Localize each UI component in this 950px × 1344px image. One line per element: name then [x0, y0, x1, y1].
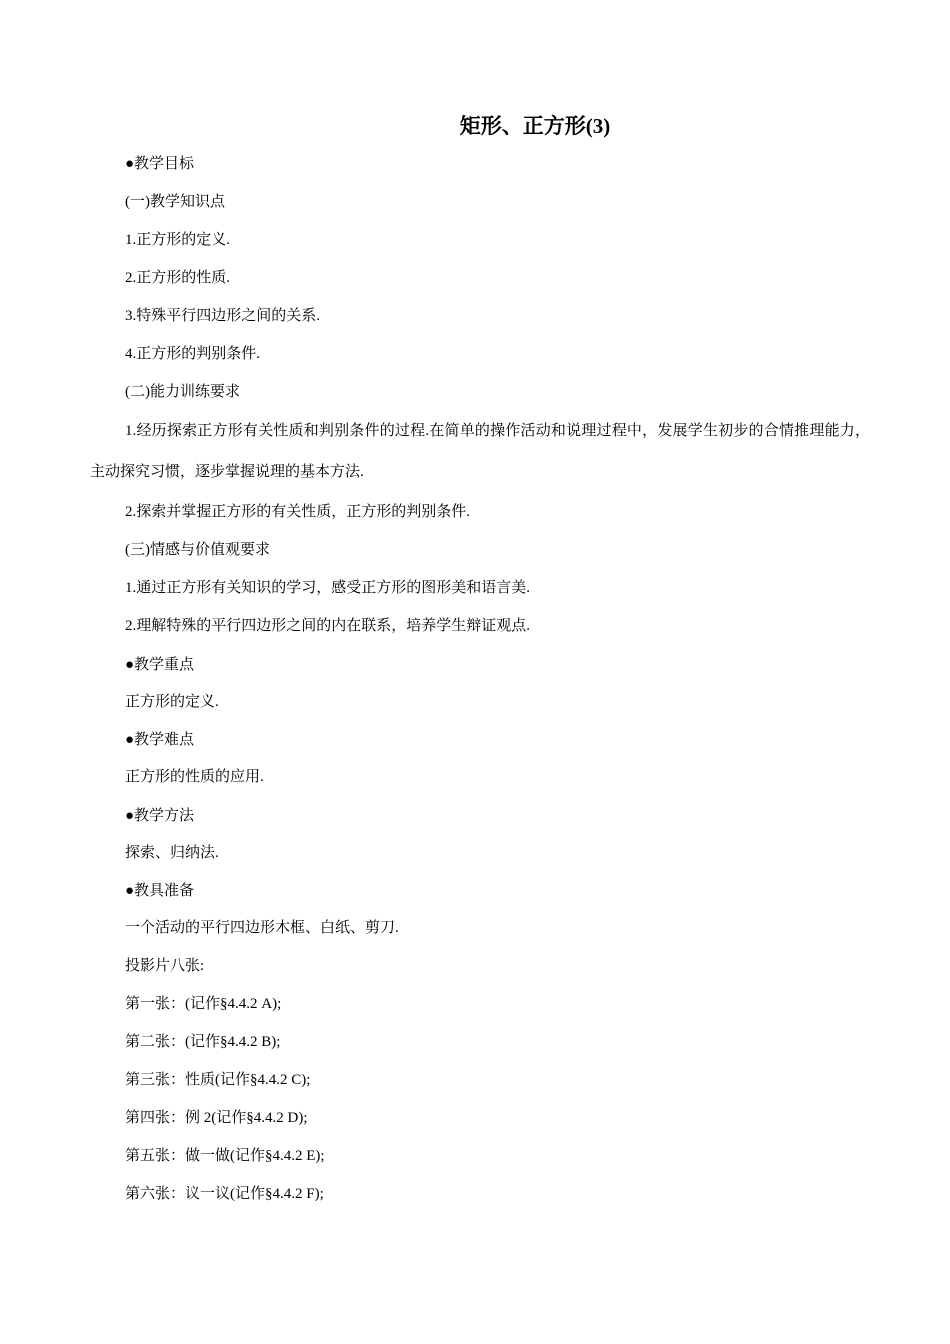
heading-teaching-aids: ●教具准备 [125, 883, 195, 899]
list-item: 第六张：议一议(记作§4.4.2 F); [125, 1186, 324, 1202]
list-item: 1.正方形的定义. [125, 232, 231, 248]
list-item: 3.特殊平行四边形之间的关系. [125, 308, 321, 324]
paragraph-ability-1: 1.经历探索正方形有关性质和判别条件的过程.在简单的操作活动和说理过程中，发展学生初步的合情推理能力，主动探究习惯，逐步掌握说理的基本方法. [90, 423, 870, 480]
document-title: 矩形、正方形(3) [459, 114, 611, 138]
subheading-emotion-values: (三)情感与价值观要求 [125, 542, 270, 558]
list-item: 2.探索并掌握正方形的有关性质，正方形的判别条件. [125, 504, 471, 520]
heading-teaching-methods: ●教学方法 [125, 808, 195, 824]
list-item: 2.理解特殊的平行四边形之间的内在联系，培养学生辩证观点. [125, 618, 531, 634]
list-item: 第五张：做一做(记作§4.4.2 E); [125, 1148, 325, 1164]
body-text: 一个活动的平行四边形木框、白纸、剪刀. [125, 920, 399, 936]
heading-teaching-objectives: ●教学目标 [125, 156, 195, 172]
body-text: 探索、归纳法. [125, 845, 219, 861]
list-item: 第三张：性质(记作§4.4.2 C); [125, 1072, 311, 1088]
list-item: 1.通过正方形有关知识的学习，感受正方形的图形美和语言美. [125, 580, 531, 596]
list-item: 第四张：例 2(记作§4.4.2 D); [125, 1110, 308, 1126]
list-item: 2.正方形的性质. [125, 270, 231, 286]
body-text: 投影片八张: [125, 958, 205, 974]
subheading-knowledge-points: (一)教学知识点 [125, 194, 225, 210]
list-item: 第二张：(记作§4.4.2 B); [125, 1034, 281, 1050]
heading-key-points: ●教学重点 [125, 657, 195, 673]
list-item: 第一张：(记作§4.4.2 A); [125, 996, 282, 1012]
body-text: 正方形的性质的应用. [125, 769, 264, 785]
body-text: 正方形的定义. [125, 694, 219, 710]
subheading-ability-requirements: (二)能力训练要求 [125, 384, 240, 400]
list-item: 4.正方形的判别条件. [125, 346, 261, 362]
heading-difficulties: ●教学难点 [125, 732, 195, 748]
